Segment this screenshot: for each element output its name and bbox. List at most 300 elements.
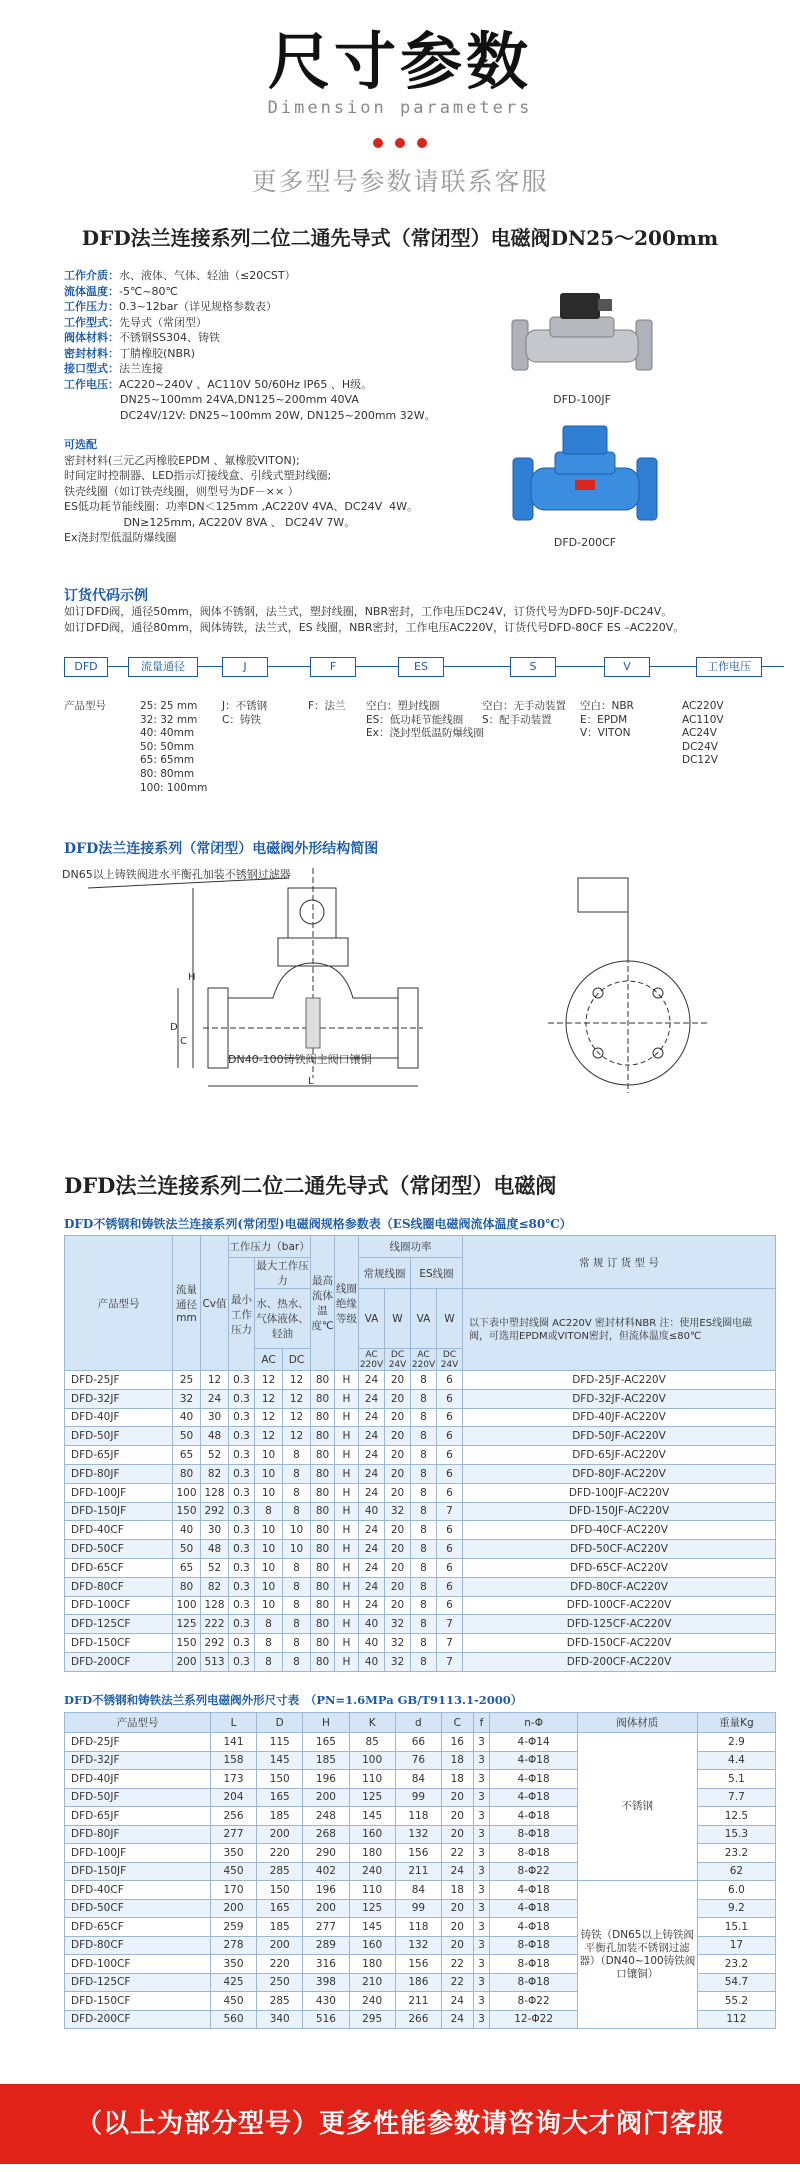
table-cell: 32 [385, 1634, 411, 1653]
table-cell: 185 [303, 1751, 349, 1770]
table-cell: 65 [173, 1446, 201, 1465]
table-cell: 4.4 [697, 1751, 775, 1770]
table-cell: 8 [283, 1558, 311, 1577]
product-title: DFD法兰连接系列二位二通先导式（常闭型）电磁阀DN25～200mm [81, 226, 719, 250]
material-cell: 不锈钢 [577, 1733, 697, 1881]
code-option: 40: 40mm [140, 727, 195, 740]
table-cell: 150 [257, 1770, 303, 1789]
code-voltage: 工作电压 [696, 657, 762, 677]
cast-iron-valve-icon [505, 418, 665, 528]
spec-label: 流体温度： [64, 284, 119, 298]
th-order: 常 规 订 货 型 号 [463, 1236, 776, 1289]
th-ac220: AC 220V [411, 1349, 436, 1370]
table-cell: H [335, 1464, 359, 1483]
table-row [65, 1408, 776, 1427]
order-code-row [64, 657, 784, 679]
table-cell: 278 [210, 1936, 256, 1955]
code-option: J：不锈钢 [222, 700, 268, 712]
table-cell: H [335, 1615, 359, 1634]
table-cell: 6 [437, 1558, 463, 1577]
table-cell: 0.3 [229, 1652, 255, 1671]
table-cell: 18 [441, 1751, 473, 1770]
table-cell: 110 [349, 1881, 395, 1900]
table-cell: 150 [257, 1881, 303, 1900]
table-cell: 0.3 [229, 1521, 255, 1540]
table-cell: 80 [311, 1446, 335, 1465]
table-cell: 7 [437, 1502, 463, 1521]
table-cell: H [335, 1371, 359, 1390]
table-cell: 3 [473, 2010, 490, 2029]
table-cell: H [335, 1502, 359, 1521]
code-bore: 流量通径 [128, 657, 198, 677]
th-va: VA [359, 1289, 385, 1349]
code-option: 80: 80mm [140, 767, 195, 780]
table-cell: DFD-65CF [65, 1558, 173, 1577]
table-cell: 23.2 [697, 1844, 775, 1863]
th-dc: DC [283, 1349, 311, 1371]
spec-table [64, 1235, 776, 1672]
table-cell: 8 [411, 1596, 437, 1615]
table-cell: 18 [441, 1881, 473, 1900]
code-option: 65: 65mm [140, 754, 195, 767]
optional-line: DN≥125mm, AC220V 8VA 、 DC24V 7W。 [64, 515, 356, 529]
table-cell: DFD-80JF [65, 1464, 173, 1483]
structure-diagram [58, 858, 748, 1095]
table-cell: 8 [411, 1464, 437, 1483]
table-cell: 12 [255, 1389, 283, 1408]
table-cell: 3 [473, 1770, 490, 1789]
optional-title: 可选配 [64, 438, 97, 451]
table-cell: DFD-200CF [65, 1652, 173, 1671]
table-cell: DFD-40JF [65, 1770, 211, 1789]
table-cell: DFD-50CF [65, 1540, 173, 1559]
table-cell: 132 [395, 1825, 441, 1844]
table-cell: DFD-32JF [65, 1389, 173, 1408]
spec-value: 水、液体、气体、轻油（≤20CST） [119, 269, 296, 282]
table-cell: DFD-150CF [65, 1992, 211, 2011]
table-cell: DFD-40CF [65, 1521, 173, 1540]
table-row [65, 1521, 776, 1540]
code-es: ES [398, 657, 444, 677]
table-row [65, 1389, 776, 1408]
table-cell: DFD-80CF-AC220V [463, 1577, 776, 1596]
spec-row [64, 346, 484, 362]
table-cell: 141 [210, 1733, 256, 1752]
table-cell: DFD-100JF [65, 1483, 173, 1502]
table-cell: 196 [303, 1881, 349, 1900]
table-cell: 165 [257, 1788, 303, 1807]
table-cell: 20 [385, 1540, 411, 1559]
table-row [65, 1427, 776, 1446]
table-cell: 12 [283, 1427, 311, 1446]
table-cell: 0.3 [229, 1540, 255, 1559]
spec-row [64, 268, 484, 284]
code-j: J [222, 657, 268, 677]
code-option: DC12V [682, 754, 718, 767]
table-cell: 211 [395, 1862, 441, 1881]
table-cell: 3 [473, 1733, 490, 1752]
table-cell: 80 [311, 1389, 335, 1408]
table-cell: 3 [473, 1992, 490, 2011]
dim-h: H [188, 972, 196, 983]
dot-icon [417, 138, 427, 148]
table-cell: 0.3 [229, 1464, 255, 1483]
th-bore: 流量通径mm [173, 1236, 201, 1371]
code-option: 50: 50mm [140, 740, 195, 753]
table-cell: DFD-65JF [65, 1446, 173, 1465]
table-cell: DFD-100JF-AC220V [463, 1483, 776, 1502]
table-cell: 32 [385, 1502, 411, 1521]
table-cell: H [335, 1389, 359, 1408]
table-cell: DFD-200CF [65, 2010, 211, 2029]
th-regular: 常规线圈 [359, 1258, 411, 1289]
table-cell: DFD-25JF [65, 1371, 173, 1390]
table-cell: H [335, 1577, 359, 1596]
table-cell: 3 [473, 1936, 490, 1955]
table-cell: 516 [303, 2010, 349, 2029]
dimension-table [64, 1712, 776, 2029]
valve-drawing [58, 858, 748, 1095]
table-cell: 7 [437, 1615, 463, 1634]
table-cell: 156 [395, 1955, 441, 1974]
table-cell: 4-Φ18 [490, 1770, 577, 1789]
table-cell: 110 [349, 1770, 395, 1789]
table-cell: 125 [173, 1615, 201, 1634]
spec-extra-line: DN25~100mm 24VA,DN125~200mm 40VA [120, 393, 359, 406]
code-option: 空白：无手动装置 [482, 700, 566, 712]
table-cell: 112 [697, 2010, 775, 2029]
table-cell: 24 [359, 1483, 385, 1502]
table-cell: 80 [311, 1371, 335, 1390]
table-header: D [257, 1713, 303, 1733]
table-cell: 6 [437, 1596, 463, 1615]
table-cell: DFD-25JF-AC220V [463, 1371, 776, 1390]
spec-label: 阀体材料： [64, 331, 119, 344]
table-cell: 8 [411, 1577, 437, 1596]
table-cell: 150 [173, 1634, 201, 1653]
spec-label: 工作电压： [64, 377, 119, 391]
table-cell: 295 [349, 2010, 395, 2029]
th-dc24: DC 24V [385, 1349, 411, 1371]
table-cell: 8 [411, 1446, 437, 1465]
table-cell: 20 [385, 1371, 411, 1390]
table-cell: 222 [201, 1615, 229, 1634]
table-cell: 23.2 [697, 1955, 775, 1974]
th-insulation: 线圈绝缘等级 [335, 1236, 359, 1371]
table-cell: DFD-100CF-AC220V [463, 1596, 776, 1615]
table-header: f [473, 1713, 490, 1733]
table-cell: 350 [210, 1955, 256, 1974]
table-cell: 6 [437, 1577, 463, 1596]
table-header: n-Φ [490, 1713, 577, 1733]
dot-icon [395, 138, 405, 148]
table-cell: 211 [395, 1992, 441, 2011]
th-temp: 最高流体温度℃ [311, 1236, 335, 1371]
table-cell: DFD-50JF [65, 1427, 173, 1446]
spec-value: 先导式（常闭型） [119, 315, 207, 329]
table-cell: 6 [437, 1389, 463, 1408]
table-cell: 30 [201, 1408, 229, 1427]
table-header: H [303, 1713, 349, 1733]
table-cell: 20 [441, 1899, 473, 1918]
spec-row [64, 299, 484, 315]
table-cell: 48 [201, 1540, 229, 1559]
table-cell: 10 [255, 1464, 283, 1483]
table-cell: 8-Φ18 [490, 1973, 577, 1992]
table-cell: 50 [173, 1540, 201, 1559]
code-v: V [604, 657, 650, 677]
table-cell: 20 [385, 1596, 411, 1615]
table-cell: H [335, 1596, 359, 1615]
table-cell: DFD-125CF [65, 1973, 211, 1992]
table-cell: 8-Φ22 [490, 1862, 577, 1881]
table-cell: 24 [359, 1521, 385, 1540]
table-cell: 10 [283, 1540, 311, 1559]
table-cell: 99 [395, 1788, 441, 1807]
table-cell: DFD-25JF [65, 1733, 211, 1752]
table-cell: 200 [210, 1899, 256, 1918]
table-cell: 560 [210, 2010, 256, 2029]
table-cell: 165 [303, 1733, 349, 1752]
table-cell: 398 [303, 1973, 349, 1992]
table-cell: H [335, 1540, 359, 1559]
table-cell: 40 [173, 1521, 201, 1540]
table-cell: 7.7 [697, 1788, 775, 1807]
table-cell: DFD-65JF [65, 1807, 211, 1826]
table-cell: 100 [173, 1596, 201, 1615]
table-cell: 8 [255, 1615, 283, 1634]
table-cell: 12 [255, 1408, 283, 1427]
optional-line: ES低功耗节能线圈：功率DN＜125mm ,AC220V 4VA、DC24V 4W。 [64, 500, 418, 513]
table-cell: 4-Φ18 [490, 1881, 577, 1900]
table-cell: 170 [210, 1881, 256, 1900]
table-cell: 8 [411, 1371, 437, 1390]
table-cell: 285 [257, 1992, 303, 2011]
table-cell: 0.3 [229, 1483, 255, 1502]
dim-d: D [170, 1022, 178, 1033]
table-cell: 8 [411, 1502, 437, 1521]
table-cell: 340 [257, 2010, 303, 2029]
spec-row [64, 315, 484, 331]
th-power: 线圈功率 [359, 1236, 463, 1258]
table-cell: 158 [210, 1751, 256, 1770]
table-cell: 4-Φ18 [490, 1807, 577, 1826]
table-cell: 6 [437, 1446, 463, 1465]
table-cell: 8 [283, 1577, 311, 1596]
table-cell: DFD-80CF [65, 1936, 211, 1955]
table-cell: 80 [311, 1483, 335, 1502]
table-cell: DFD-80JF [65, 1825, 211, 1844]
table-cell: 12.5 [697, 1807, 775, 1826]
table-cell: DFD-50CF-AC220V [463, 1540, 776, 1559]
table-cell: 55.2 [697, 1992, 775, 2011]
table-cell: DFD-40JF-AC220V [463, 1408, 776, 1427]
table-cell: H [335, 1483, 359, 1502]
table-cell: 8 [283, 1502, 311, 1521]
table-cell: 115 [257, 1733, 303, 1752]
table-cell: 8 [411, 1634, 437, 1653]
table-cell: 285 [257, 1862, 303, 1881]
table-cell: 24 [441, 1992, 473, 2011]
page-title: 尺寸参数 [267, 25, 532, 98]
table-cell: DFD-32JF-AC220V [463, 1389, 776, 1408]
table-cell: 50 [173, 1427, 201, 1446]
table-cell: 24 [201, 1389, 229, 1408]
table-cell: DFD-40JF [65, 1408, 173, 1427]
table-cell: 40 [359, 1615, 385, 1634]
specs-block [64, 268, 484, 546]
code-col-coil [366, 700, 484, 741]
table-cell: 8-Φ18 [490, 1936, 577, 1955]
table-cell: 513 [201, 1652, 229, 1671]
table-cell: 20 [441, 1825, 473, 1844]
table-cell: 40 [173, 1408, 201, 1427]
dim-l: L [308, 1076, 314, 1087]
table-cell: 48 [201, 1427, 229, 1446]
table-cell: H [335, 1652, 359, 1671]
spec-value: 不锈钢SS304、铸铁 [119, 331, 220, 344]
table-cell: 118 [395, 1918, 441, 1937]
table-cell: 125 [349, 1788, 395, 1807]
spec-row [64, 361, 484, 377]
table-cell: 200 [303, 1788, 349, 1807]
table-cell: 54.7 [697, 1973, 775, 1992]
table-cell: DFD-150JF [65, 1862, 211, 1881]
section-title: DFD法兰连接系列二位二通先导式（常闭型）电磁阀 [64, 1173, 557, 1198]
table-cell: 6 [437, 1464, 463, 1483]
code-option: F：法兰 [308, 700, 346, 712]
table-row [65, 1596, 776, 1615]
spec-value: 法兰连接 [119, 362, 163, 375]
table-cell: 6 [437, 1521, 463, 1540]
code-option: S：配手动装置 [482, 713, 552, 726]
table-row [65, 1464, 776, 1483]
table-cell: DFD-125CF-AC220V [463, 1615, 776, 1634]
code-option: 32: 32 mm [140, 713, 198, 726]
table-cell: 8 [255, 1502, 283, 1521]
table-cell: H [335, 1634, 359, 1653]
th-es: ES线圈 [411, 1258, 463, 1289]
table-cell: 277 [210, 1825, 256, 1844]
table-cell: DFD-80CF [65, 1577, 173, 1596]
table-cell: 12-Φ22 [490, 2010, 577, 2029]
order-example: 如订DFD阀，通径50mm，阀体不锈钢，法兰式，塑封线圈，NBR密封，工作电压DC24V，订货代号为DFD-50JF-DC24V。 [64, 605, 673, 618]
table-cell: 20 [385, 1483, 411, 1502]
th-max-sub: 水、热水、气体液体、轻油 [255, 1289, 311, 1349]
table-cell: 20 [441, 1788, 473, 1807]
table-cell: 24 [359, 1446, 385, 1465]
table-cell: 200 [303, 1899, 349, 1918]
table-row [65, 1483, 776, 1502]
table-cell: 4-Φ18 [490, 1918, 577, 1937]
optional-line: 密封材料(三元乙丙橡胶EPDM 、氟橡胶VITON); [64, 453, 300, 467]
table-cell: 180 [349, 1844, 395, 1863]
code-option: C：铸铁 [222, 713, 261, 726]
table-cell: 52 [201, 1446, 229, 1465]
table-cell: 22 [441, 1955, 473, 1974]
th-model: 产品型号 [65, 1236, 173, 1371]
table-cell: H [335, 1446, 359, 1465]
table-cell: 0.3 [229, 1502, 255, 1521]
table-cell: 3 [473, 1862, 490, 1881]
table-cell: 80 [311, 1652, 335, 1671]
optional-line: 时间定时控制器、LED指示灯接线盒、引线式塑封线圈; [64, 469, 332, 482]
table-cell: 3 [473, 1751, 490, 1770]
table-cell: 3 [473, 1807, 490, 1826]
optional-line: 铁壳线圈（如订铁壳线圈，则型号为DF－×× ） [64, 484, 299, 498]
table-cell: 128 [201, 1483, 229, 1502]
dimension-table-title: DFD不锈钢和铸铁法兰系列电磁阀外形尺寸表 （PN=1.6MPa GB/T9113.1-2000） [64, 1693, 523, 1707]
table-cell: 40 [359, 1634, 385, 1653]
table-cell: DFD-65JF-AC220V [463, 1446, 776, 1465]
table-cell: 125 [349, 1899, 395, 1918]
table-cell: 200 [173, 1652, 201, 1671]
table-cell: 3 [473, 1825, 490, 1844]
spec-value: 丁腈橡胶(NBR) [119, 346, 196, 360]
table-cell: 40 [359, 1652, 385, 1671]
table-cell: 210 [349, 1973, 395, 1992]
table-cell: 16 [441, 1733, 473, 1752]
table-cell: 8 [255, 1634, 283, 1653]
table-cell: 10 [255, 1540, 283, 1559]
table-cell: 62 [697, 1862, 775, 1881]
dot-icon [373, 138, 383, 148]
table-cell: 160 [349, 1825, 395, 1844]
table-cell: 0.3 [229, 1389, 255, 1408]
th-pressure: 工作压力（bar） [229, 1236, 311, 1258]
table-cell: 20 [385, 1464, 411, 1483]
code-option: V：VITON [580, 727, 631, 740]
table-cell: 259 [210, 1918, 256, 1937]
code-option: 空白：塑封线圈 [366, 700, 440, 712]
code-option: 25: 25 mm [140, 700, 198, 712]
table-cell: 4-Φ18 [490, 1751, 577, 1770]
table-cell: 8 [283, 1483, 311, 1502]
table-cell: 24 [359, 1464, 385, 1483]
table-cell: 8-Φ18 [490, 1844, 577, 1863]
table-cell: 80 [311, 1502, 335, 1521]
table-cell: 160 [349, 1936, 395, 1955]
cast-iron-valve-image [505, 418, 665, 549]
table-cell: 185 [257, 1807, 303, 1826]
code-col-model: 产品型号 [64, 700, 106, 712]
table-cell: 0.3 [229, 1577, 255, 1596]
table-row [65, 1540, 776, 1559]
table-cell: 17 [697, 1936, 775, 1955]
table-cell: 10 [255, 1577, 283, 1596]
table-cell: 5.1 [697, 1770, 775, 1789]
table-cell: 80 [311, 1634, 335, 1653]
code-col-s [482, 700, 566, 727]
table-cell: 0.3 [229, 1446, 255, 1465]
table-cell: 4-Φ18 [490, 1899, 577, 1918]
table-row [65, 1502, 776, 1521]
table-cell: 80 [173, 1577, 201, 1596]
table-cell: 220 [257, 1844, 303, 1863]
decorative-dots [0, 133, 800, 152]
code-col-body [222, 700, 267, 727]
table-cell: 4-Φ18 [490, 1788, 577, 1807]
table-cell: 20 [441, 1918, 473, 1937]
table-cell: 6 [437, 1540, 463, 1559]
table-cell: 0.3 [229, 1371, 255, 1390]
diagram-title: DFD法兰连接系列（常闭型）电磁阀外形结构简图 [64, 841, 379, 857]
table-cell: 3 [473, 1881, 490, 1900]
table-cell: 30 [201, 1521, 229, 1540]
table-cell: 145 [257, 1751, 303, 1770]
table-cell: 20 [385, 1427, 411, 1446]
table-cell: 8 [283, 1596, 311, 1615]
